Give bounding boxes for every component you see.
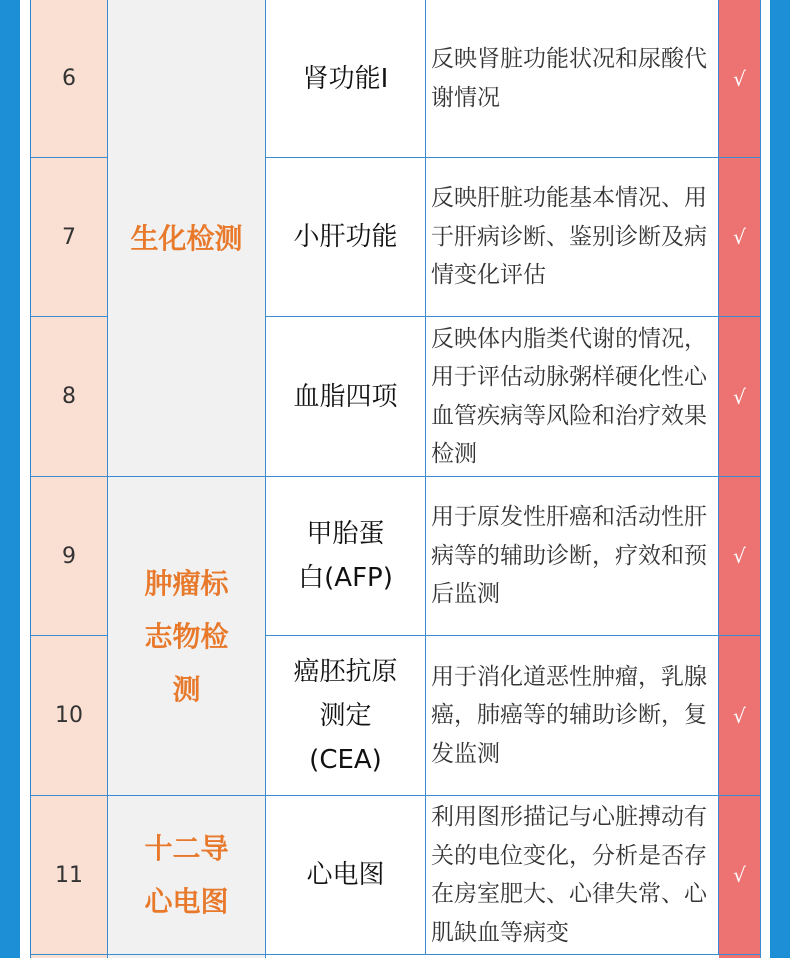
row-number: 7	[31, 158, 108, 317]
exam-item-description: 利用图形描记与心脏搏动有关的电位变化，分析是否存在房室肥大、心律失常、心肌缺血等病变	[426, 796, 719, 955]
right-frame-bar	[770, 0, 790, 958]
exam-item-name: 心电图	[266, 796, 426, 955]
check-mark: √	[719, 0, 761, 158]
exam-item-name: 小肝功能	[266, 158, 426, 317]
category-tumor-markers: 肿瘤标志物检测	[108, 477, 266, 796]
row-number: 6	[31, 0, 108, 158]
exam-item-description: 反映体内脂类代谢的情况，用于评估动脉粥样硬化性心血管疾病等风险和治疗效果检测	[426, 317, 719, 477]
row-number: 10	[31, 636, 108, 796]
exam-items-table	[30, 0, 761, 958]
row-number: 11	[31, 796, 108, 955]
left-frame-bar	[0, 0, 20, 958]
category-biochemistry: 生化检测	[108, 0, 266, 477]
check-mark: √	[719, 636, 761, 796]
exam-item-description: 用于消化道恶性肿瘤，乳腺癌，肺癌等的辅助诊断，复发监测	[426, 636, 719, 796]
exam-item-name: 肾功能Ⅰ	[266, 0, 426, 158]
check-mark: √	[719, 796, 761, 955]
category-ecg: 十二导心电图	[108, 796, 266, 955]
exam-item-description: 用于原发性肝癌和活动性肝病等的辅助诊断，疗效和预后监测	[426, 477, 719, 636]
exam-item-description: 反映肝脏功能基本情况、用于肝病诊断、鉴别诊断及病情变化评估	[426, 158, 719, 317]
exam-item-name: 血脂四项	[266, 317, 426, 477]
check-mark: √	[719, 477, 761, 636]
exam-item-name: 甲胎蛋白(AFP)	[266, 477, 426, 636]
exam-item-description: 反映肾脏功能状况和尿酸代谢情况	[426, 0, 719, 158]
row-number: 8	[31, 317, 108, 477]
row-number: 9	[31, 477, 108, 636]
check-mark: √	[719, 158, 761, 317]
exam-item-name: 癌胚抗原测定(CEA)	[266, 636, 426, 796]
check-mark: √	[719, 317, 761, 477]
